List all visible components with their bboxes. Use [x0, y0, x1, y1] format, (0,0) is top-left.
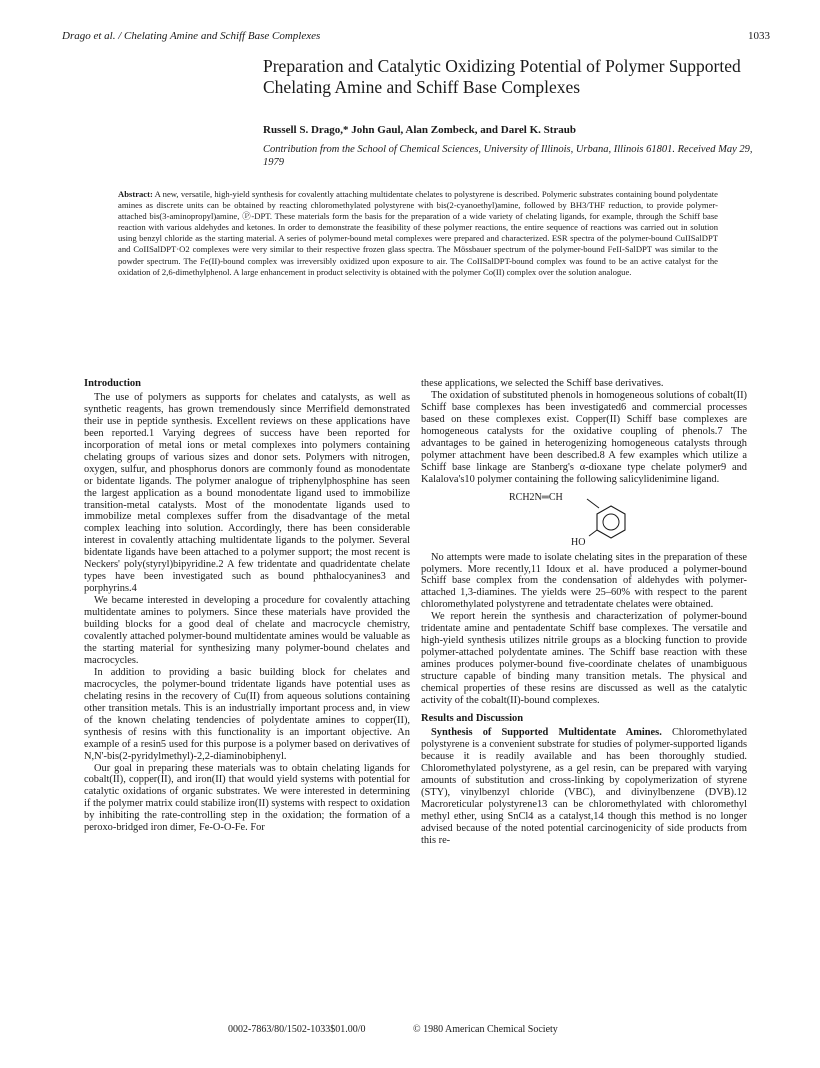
paragraph: these applications, we selected the Schiff base derivatives. — [421, 378, 664, 389]
bond-line — [589, 530, 597, 536]
paragraph: We report herein the synthesis and characterization of polymer-bound tridentate amine and pentadentate Schiff base complexes. The versatile and high-yield synthesis utilizes nitrile groups as a blocking function to provide polymer-attached polydentate amines. The Schiff base reaction with these amines produces polymer-bound five-coordinate chelates of unambiguous structure capable of binding many transition metals. The physical and chemical properties of these resins are discussed as well as the catalytic activity of the cobalt(II)-bound complexes. — [421, 611, 747, 707]
abstract-label: Abstract: — [118, 189, 153, 199]
paragraph: We became interested in developing a procedure for covalently attaching multidentate amines to polymers. Since these materials have provided the building blocks for a good deal of chelate and macrocycle chemistry, covalently attached polymer-bound multidentate amines would be valuable as the starting material for synthesizing many polymer-bound chelates and macrocycles. — [84, 595, 410, 666]
aromatic-circle — [603, 514, 619, 530]
footer — [0, 1024, 820, 1038]
benzene-ring — [597, 506, 625, 538]
paragraph — [421, 727, 747, 847]
results-heading: Results and Discussion — [421, 712, 524, 724]
introduction-heading: Introduction — [84, 378, 141, 389]
paragraph: The oxidation of substituted phenols in homogeneous solutions of cobalt(II) Schiff base complexes has been investigated6 and commercial processes based on these complexes exist. Copper(II) Schiff base complexes are homogeneous catalysts for the oxidative coupling of phenols.7 The advantages to be gained in heterogenizing homogeneous catalysts through polymer attachment have been described.8 A few examples which utilize a Schiff base linkage are Stanberg's α-dioxane type chelate polymer9 and Kalalova's10 polymer containing the following salicylidenimine ligand. — [421, 389, 748, 485]
left-column — [84, 378, 410, 834]
running-head-title: Drago et al. / Chelating Amine and Schiff Base Complexes — [62, 30, 321, 42]
paragraph: Our goal in preparing these materials was to obtain chelating ligands for cobalt(II), copper(II), and iron(II) that would yield systems with potential for catalytic oxidations of organic substrates. We were interested in determining if the polymer matrix could stabilize iron(II) systems with respect to oxidation by inhibiting the rate-controlling step in the oxidation; the formation of a peroxo-bridged iron dimer, Fe-O-O-Fe. For — [84, 762, 410, 834]
authors: Russell S. Drago,* John Gaul, Alan Zombeck, and Darel K. Straub — [263, 124, 577, 136]
affiliation: Contribution from the School of Chemical Sciences, University of Illinois, Urbana, Illinois 61801. — [263, 144, 675, 155]
structure-label-bottom: HO — [571, 536, 586, 548]
paragraph: The use of polymers as supports for chelates and catalysts, as well as synthetic reagents, has grown tremendously since Merrifield demonstrated their use in peptide synthesis. Excellent reviews on these applications have been reported.1 Varying degrees of success have been reported for incorporation of metal ions or metal complexes into polymers containing chelating groups of various sizes and donor sets. Polymers with nitrogen, oxygen, sulfur, and phosphorus donors are commonly found as monodentate or bidentate ligands. The polymer analogue of triphenylphosphine has seen the largest application as a bound monodentate ligand used to immobilize transition-metal catalysts. Most of the monodentate ligands used to immobilize metal complexes suffer from the disadvantage of the metal complex leaching into solution. Accordingly, there has been considerable interest in covalently attaching multidentate ligands to the polymer. Several bidentate ligands have been attached to a polymer support; the most recent is Neckers' poly(styryl)bipyridine.2 A few tridentate and quadridentate chelate types have been investigated such as bound phthalocyanines3 and porphyrins.4 — [84, 391, 410, 595]
article-title: Preparation and Catalytic Oxidizing Potential of Polymer Supported Chelating Amine and Schiff Base Complexes — [263, 56, 741, 97]
bond-line — [587, 499, 599, 508]
salicylidenimine-structure — [421, 486, 747, 552]
synthesis-heading: Synthesis of Supported Multidentate Amines. — [431, 726, 662, 738]
abstract-text: A new, versatile, high-yield synthesis for covalently attaching multidentate chelates to polystyrene is described. Polymeric substrates containing bound polydentate amines as discrete units can be obtained by reacting chloromethylated polystyrene with bis(2-cyanoethyl)amine, followed by BH3/THF reduction, to provide polymer-attached bis(3-aminopropyl)amine, Ⓟ-DPT. These materials form the basis for the preparation of a wide variety of chelating ligands, for example, through the Schiff base reaction with various aldehydes and ketones. In order to demonstrate the feasibility of these polymer reactions, the entire sequence of reactions was carried out in solution using benzyl chloride as the starting material. A series of polymer-bound metal complexes were prepared and characterized. ESR spectra of the polymer-bound CuIISalDPT and CoIISalDPT·O2 complexes were very similar to their respective frozen glass spectra. The Mössbauer spectrum of the polymer-bound FeII-SalDPT was similar to the powder spectrum. The Fe(II)-bound complex was irreversibly oxidized upon exposure to air. The CoIISalDPT-bound complex was found to be an active catalyst for the oxidation of 2,6-dimethylphenol. A large enhancement in product selectivity is obtained with the polymer Co(II) complex over the solution analogue. — [118, 189, 718, 277]
page-number: 1033 — [748, 30, 770, 42]
structure-label-top: RCH2N═CH — [509, 491, 563, 503]
paragraph: In addition to providing a basic building block for chelates and macrocycles, the polymer-bound tridentate ligands have potential uses as chelating resins in the recovery of Cu(II) from aqueous solutions containing other transition metals. This is an industrially important process and, in view of the known chelating tendencies of polydentate amines to copper(II), synthesis of resins with this functionality is an important objective. An example of a resin5 used for this purpose is a polymer based on derivatives of N,N'-bis(2-pyridylmethyl)-2,2-diaminobiphenyl. — [84, 666, 410, 762]
paragraph: No attempts were made to isolate chelating sites in the preparation of these polymers. More recently,11 Idoux et al. have produced a polymer-bound Schiff base complex from the condensation of aldehydes with polymer-attached 1,3-diamines. The yields were 25–60% with respect to the parent chloromethylated polystyrene and tetradentate chelates were obtained. — [421, 551, 747, 611]
abstract — [118, 189, 718, 278]
running-head — [62, 30, 770, 44]
affiliation-block — [263, 143, 763, 169]
synthesis-text: Chloromethylated polystyrene is a convenient substrate for studies of polymer-supported ligands because it is readily available and has been thoroughly studied. Chloromethylated polystyrene, as a gel resin, can be prepared with varying amounts of substitution and cross-linking by copolymerization of styrene (STY), vinylbenzyl chloride (VBC), and divinylbenzene (DVB).12 Macroreticular polystyrene13 can be chloromethylated with chloromethyl methyl ether, using SnCl4 as a catalyst,14 though this method is no longer advised because of the noted potential carcinogenicity of side products from this re- — [421, 726, 747, 846]
journal-code: 0002-7863/80/1502-1033$01.00/0 — [228, 1024, 366, 1035]
received-date: Received May 29, 1979 — [263, 144, 753, 168]
copyright: © 1980 American Chemical Society — [413, 1024, 558, 1035]
right-column — [421, 378, 747, 846]
